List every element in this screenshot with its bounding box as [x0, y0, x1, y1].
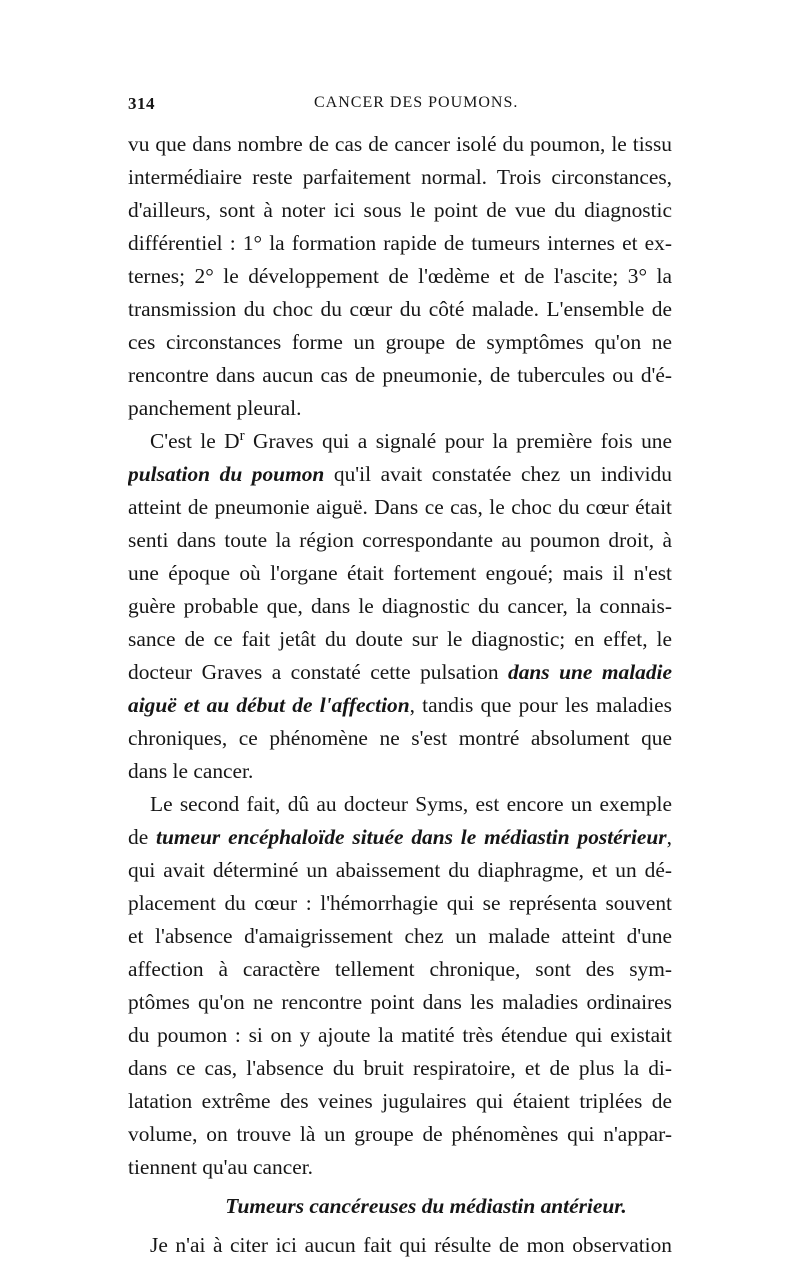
text-line: panchement pleural. [128, 396, 302, 420]
text-line: Le second fait, dû au docteur Syms, est encore un exemple [150, 792, 672, 816]
text-line: d'ailleurs, sont à noter ici sous le point de vue du diagnostic [128, 198, 672, 222]
text-line: C'est le $D^r$ Graves qui a signalé pour la première fois une [150, 427, 672, 453]
text-line: une époque où l'organe était fortement engoué; mais il n'est [128, 561, 672, 585]
text-line: ces circonstances forme un groupe de symptômes qu'on ne [128, 330, 672, 354]
text-line: de tumeur encéphaloïde située dans le médiastin postérieur, [128, 825, 672, 849]
text-line: chroniques, ce phénomène ne s'est montré absolument que [128, 726, 672, 750]
running-head [128, 94, 672, 120]
emphasis: dans une maladie [508, 660, 672, 684]
text-line: rencontre dans aucun cas de pneumonie, de tubercules ou d'é- [128, 363, 672, 387]
text-line: docteur Graves a constaté cette pulsation dans une maladie [128, 660, 672, 684]
emphasis: pulsation du poumon [128, 462, 325, 486]
text-line: guère probable que, dans le diagnostic du cancer, la connais- [128, 594, 672, 618]
running-title: CANCER DES POUMONS. [314, 94, 519, 111]
text-line: et l'absence d'amaigrissement chez un malade atteint d'une [128, 924, 672, 948]
text-line: transmission du choc du cœur du côté malade. L'ensemble de [128, 297, 672, 321]
body-text [128, 128, 672, 1262]
section-heading: Tumeurs cancéreuses du médiastin antérieur. [225, 1194, 627, 1218]
text-line: différentiel : 1° la formation rapide de tumeurs internes et ex- [128, 231, 672, 255]
text-line: placement du cœur : l'hémorrhagie qui se représenta souvent [128, 891, 672, 915]
text-line: affection à caractère tellement chronique, sont des sym- [128, 957, 672, 981]
text-line: tiennent qu'au cancer. [128, 1155, 313, 1179]
emphasis: aiguë et au début de l'affection [128, 693, 410, 717]
text-line: senti dans toute la région correspondante au poumon droit, à [128, 528, 672, 552]
text-line: qui avait déterminé un abaissement du diaphragme, et un dé- [128, 858, 672, 882]
emphasis: tumeur encéphaloïde située dans le médiastin postérieur [156, 825, 667, 849]
text-line: dans le cancer. [128, 759, 254, 783]
text-line: ptômes qu'on ne rencontre point dans les maladies ordinaires [128, 990, 672, 1014]
text-line: volume, on trouve là un groupe de phénomènes qui n'appar- [128, 1122, 672, 1146]
text-line: latation extrême des veines jugulaires qui étaient triplées de [128, 1089, 672, 1113]
text-line: aiguë et au début de l'affection, tandis que pour les maladies [128, 693, 672, 717]
text-line: Je n'ai à citer ici aucun fait qui résulte de mon observation [150, 1233, 672, 1257]
text-line: vu que dans nombre de cas de cancer isolé du poumon, le tissu [128, 132, 672, 156]
text-line: atteint de pneumonie aiguë. Dans ce cas, le choc du cœur était [128, 495, 672, 519]
text-line: sance de ce fait jetât du doute sur le diagnostic; en effet, le [128, 627, 672, 651]
page-number: 314 [128, 94, 155, 113]
text-line: ternes; 2° le développement de l'œdème et de l'ascite; 3° la [128, 264, 672, 288]
text-line: pulsation du poumon qu'il avait constatée chez un individu [128, 462, 672, 486]
text-line: du poumon : si on y ajoute la matité très étendue qui existait [128, 1023, 672, 1047]
text-line: dans ce cas, l'absence du bruit respiratoire, et de plus la di- [128, 1056, 672, 1080]
text-line: intermédiaire reste parfaitement normal. Trois circonstances, [128, 165, 672, 189]
